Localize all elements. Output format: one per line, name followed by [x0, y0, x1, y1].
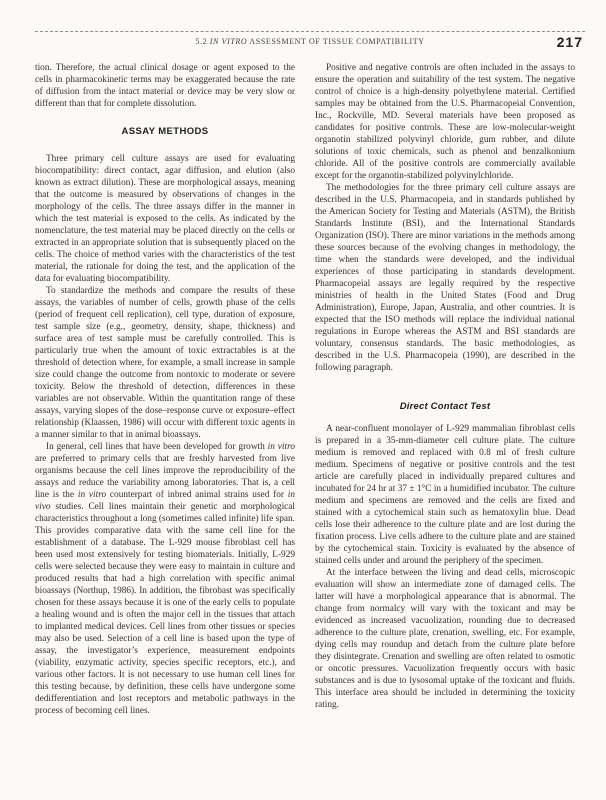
- text-columns: [35, 62, 576, 717]
- paragraph: Positive and negative controls are often included in the assays to ensure the operation and suitability of the test system. The negative control of choice is a high-density polyethylene material. Certified samples may be obtained from the U.S. Pharmacopeial Convention, Inc., Rockville, MD. Several materials have been proposed as candidates for positive controls. These are low-molecular-weight organotin stabilized polyvinyl chloride, gum rubber, and dilute solutions of toxic chemicals, such as phenol and benzalkonium chloride. All of the positive controls are commercially available except for the organotin-stabilized polyvinylchloride.: [315, 63, 575, 181]
- paragraph: At the interface between the living and dead cells, microscopic evaluation will show an intermediate zone of damaged cells. The latter will have a morphological appearance that is abnormal. The change from normalcy will vary with the toxicant and may be evidenced as increased vacuolization, rounding due to decreased adherence to the culture plate, crenation, swelling, etc. For example, dying cells may roundup and detach from the culture plate before they disintegrate. Crenation and swelling are often related to osmotic or oncotic pressures. Vacuolization frequently occurs with basic substances and is due to lysosomal uptake of the toxicant and fluids. This interface area should be included in determining the toxicity rating.: [315, 568, 575, 710]
- paragraph: To standardize the methods and compare the results of these assays, the variables of number of cells, growth phase of the cells (period of frequent cell replication), cell type, duration of exposure, test sample size (e.g., geometry, density, shape, thickness) and surface area of test sample must be carefully controlled. This is particularly true when the amount of toxic extractables is at the threshold of detection where, for example, a small increase in sample size could change the outcome from nontoxic to moderate or severe toxicity. Below the threshold of detection, differences in these variables are not observable. Within the quantitation range of these assays, varying slopes of the dose–response curve or exposure–effect relationship (Klaassen, 1986) will occur with different toxic agents in a manner similar to that in animal bioassays.: [35, 286, 295, 440]
- paragraph: A near-confluent monolayer of L-929 mammalian fibroblast cells is prepared in a 35-mm-diameter cell culture plate. The culture medium is removed and replaced with 0.8 ml of fresh culture medium. Specimens of negative or positive controls and the test article are carefully placed in individually prepared cultures and incubated for 24 hr at 37 ± 1°C in a humidified incubator. The culture medium and specimens are removed and the cells are fixed and stained with a cytochemical stain such as hematoxylin blue. Dead cells lose their adherence to the culture plate and are lost during the fixation process. Live cells adhere to the culture plate and are stained by the cytochemical stain. Toxicity is evaluated by the absence of stained cells under and around the periphery of the specimen.: [315, 424, 575, 566]
- running-header-title: 5.2 IN VITRO ASSESSMENT OF TISSUE COMPATIBILITY: [195, 37, 425, 46]
- page-number: 217: [556, 34, 583, 50]
- right-column: [315, 62, 575, 717]
- section-heading-assay-methods: ASSAY METHODS: [121, 126, 209, 137]
- left-column: [35, 62, 295, 717]
- running-head: [35, 34, 585, 55]
- paragraph-continuation: tion. Therefore, the actual clinical dosage or agent exposed to the cells in pharmacokinetic terms may be exaggerated because the rate of diffusion from the intact material or device may be very slow or different than that for complete dissolution.: [35, 63, 295, 109]
- paragraph: Three primary cell culture assays are used for evaluating biocompatibility: direct contact, agar diffusion, and elution (also known as extract dilution). These are morphological assays, meaning that the outcome is measured by observations of changes in the morphology of the cells. The three assays differ in the manner in which the test material is exposed to the cells. As indicated by the nomenclature, the test material may be placed directly on the cells or extracted in an appropriate solution that is subsequently placed on the cells. The choice of method varies with the characteristics of the test material, the rationale for doing the test, and the application of the data for evaluating biocompatibility.: [35, 154, 295, 284]
- paragraph: The methodologies for the three primary cell culture assays are described in the U.S. Pharmacopeia, and in standards published by the American Society for Testing and Materials (ASTM), the British Standards Institute (BSI), and the International Standards Organization (ISO). There are minor variations in the methods among these sources because of the evolving changes in methodology, the time when the standards were developed, and the individual experiences of those participating in standards development. Pharmacopeial assays are legally required by the respective ministries of health in the United States (Food and Drug Administration), Europe, Japan, Australia, and other countries. It is expected that the ISO methods will replace the individual national regulations in Europe whereas the ASTM and BSI standards are voluntary, consensus standards. The basic methodologies, as described in the U.S. Pharmacopeia (1990), are described in the following paragraph.: [315, 183, 575, 373]
- paragraph: In general, cell lines that have been developed for growth in vitro are preferred to primary cells that are freshly harvested from live organisms because the cell lines improve the reproducibility of the assays and reduce the variability among laboratories. That is, a cell line is the in vitro counterpart of inbred animal strains used for in vivo studies. Cell lines maintain their genetic and morphological characteristics throughout a long (sometimes called infinite) life span. This provides comparative data with the same cell line for the establishment of a database. The L-929 mouse fibroblast cell has been used most extensively for testing biomaterials. Initially, L-929 cells were selected because they were easy to maintain in culture and produced results that had a high correlation with specific animal bioassays (Northup, 1986). In addition, the fibrobast was specifically chosen for these assays because it is one of the early cells to populate a healing wound and is often the major cell in the tissues that attach to implanted medical devices. Cell lines from other tissues or species may also be used. Selection of a cell line is based upon the type of assay, the investigator’s experience, measurement endpoints (viability, enzymatic activity, species specific receptors, etc.), and various other factors. It is not necessary to use human cell lines for this testing because, by definition, these cells have undergone some dedifferentiation and lost receptors and metabolic pathways in the process of becoming cell lines.: [35, 442, 295, 716]
- subsection-heading-direct-contact-test: Direct Contact Test: [399, 401, 491, 412]
- header-rule: [35, 31, 585, 32]
